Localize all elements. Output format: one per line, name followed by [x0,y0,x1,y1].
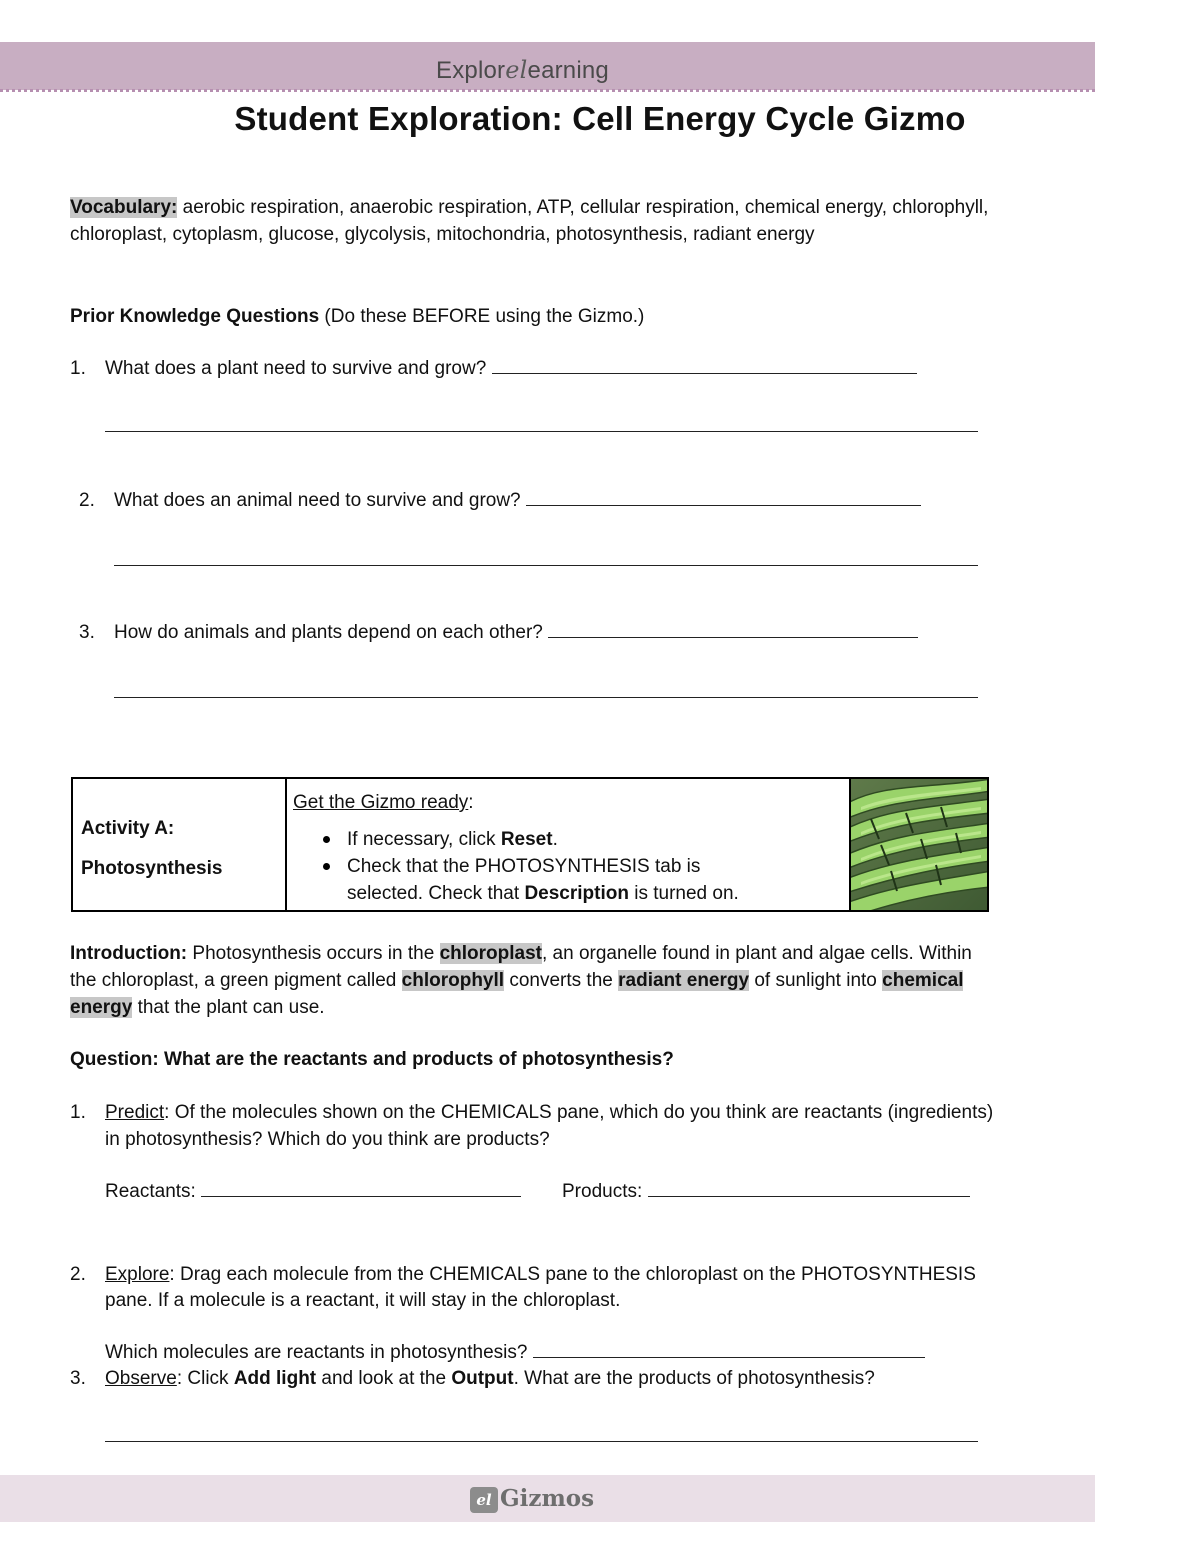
answer-line[interactable] [105,431,978,432]
bullet-icon [323,836,330,843]
answer-line[interactable] [105,1441,978,1442]
reactants-answer-line[interactable] [201,1178,521,1197]
item-2-number: 2. [70,1264,86,1285]
reactants-field: Reactants: [105,1178,521,1205]
activity-label-cell [73,779,287,910]
prior-q1-number: 1. [70,358,86,379]
introduction-line-3: energy that the plant can use. [70,997,325,1018]
introduction-line-1: Introduction: Photosynthesis occurs in the chloroplast, an organelle found in plant and algae cells. Within [70,943,972,964]
instruction-tab: Check that the PHOTOSYNTHESIS tab is [347,856,701,877]
answer-line[interactable] [492,355,917,374]
answer-line[interactable] [114,565,978,566]
item-1-line-2: in photosynthesis? Which do you think are products? [105,1129,550,1150]
prior-q3-number: 3. [79,622,95,643]
prior-knowledge-heading: Prior Knowledge Questions (Do these BEFORE using the Gizmo.) [70,306,645,327]
prior-q3: How do animals and plants depend on each other? [114,619,918,646]
item-2-line-2: pane. If a molecule is a reactant, it will stay in the chloroplast. [105,1290,621,1311]
page-title: Student Exploration: Cell Energy Cycle Gizmo [234,100,966,137]
prior-q2: What does an animal need to survive and grow? [114,487,921,514]
introduction-line-2: the chloroplast, a green pigment called chlorophyll converts the radiant energy of sunlight into chemical [70,970,964,991]
answer-line[interactable] [114,697,978,698]
item-3-observe: Observe: Click Add light and look at the Output. What are the products of photosynthesis? [105,1368,875,1389]
vocabulary-line-1: Vocabulary: aerobic respiration, anaerobic respiration, ATP, cellular respiration, chemical energy, chlorophyll, [70,197,989,218]
activity-title: Photosynthesis [81,858,223,879]
question-heading: Question: What are the reactants and products of photosynthesis? [70,1049,674,1070]
vocabulary-line-2: chloroplast, cytoplasm, glucose, glycolysis, mitochondria, photosynthesis, radiant energy [70,224,815,245]
chloroplast-image [851,779,987,910]
item-2-explore: Explore: Drag each molecule from the CHEMICALS pane to the chloroplast on the PHOTOSYNTHESIS [105,1264,976,1285]
products-answer-line[interactable] [648,1178,970,1197]
answer-line[interactable] [526,487,921,506]
activity-table [71,777,989,912]
gizmos-logo-icon: el [470,1487,498,1513]
gizmos-logo: el Gizmos [470,1485,594,1513]
item-1-number: 1. [70,1102,86,1123]
products-field: Products: [562,1178,970,1205]
bullet-icon [323,863,330,870]
chloroplast-illustration [851,779,987,910]
gizmo-ready-heading: Get the Gizmo ready: [293,792,474,813]
instruction-description: selected. Check that Description is turned on. [347,883,739,904]
instruction-reset: If necessary, click Reset. [347,829,558,850]
item-2-question: Which molecules are reactants in photosynthesis? [105,1339,925,1366]
answer-line[interactable] [548,619,918,638]
item-1-predict: Predict: Of the molecules shown on the CHEMICALS pane, which do you think are reactants (ingredients) [105,1102,994,1123]
answer-line[interactable] [533,1339,925,1358]
prior-q2-number: 2. [79,490,95,511]
item-3-number: 3. [70,1368,86,1389]
activity-instructions-cell [287,779,851,910]
prior-q1: What does a plant need to survive and grow? [105,355,917,382]
activity-label: Activity A: [81,818,175,839]
header-divider [0,89,1095,92]
explorelearning-logo: Explorelearning [436,56,609,84]
